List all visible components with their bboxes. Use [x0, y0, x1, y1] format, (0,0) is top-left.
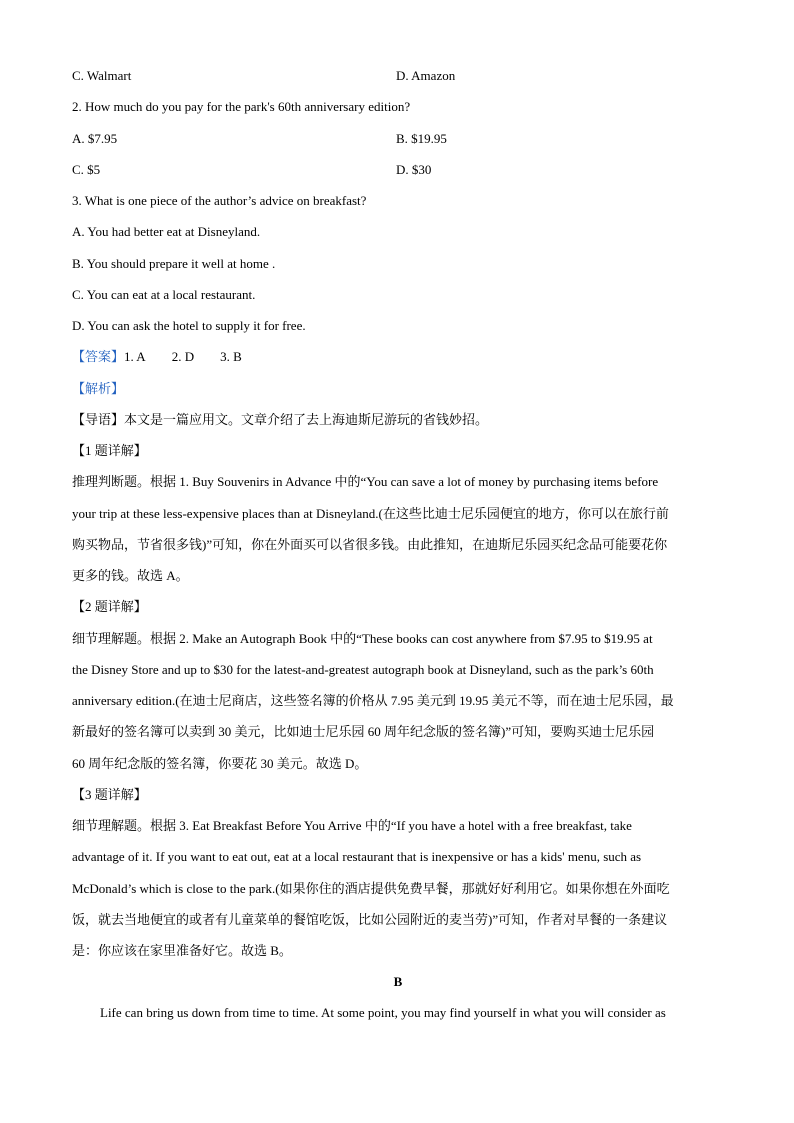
- detail2-line: 新最好的签名簿可以卖到 30 美元，比如迪士尼乐园 60 周年纪念版的签名簿)”可知，要购买迪士尼乐园: [72, 724, 655, 739]
- detail1-line: 购买物品，节省很多钱)”可知，你在外面买可以省很多钱。由此推知，在迪斯尼乐园买纪念品可能要花你: [72, 537, 668, 552]
- answer-item-3: 3. B: [220, 349, 242, 364]
- detail2-line: the Disney Store and up to $30 for the latest-and-greatest autograph book at Disneyland, such as the park’s 60th: [72, 662, 654, 677]
- answer-label: 【答案】: [72, 349, 125, 364]
- detail2-line: 60 周年纪念版的签名簿，你要花 30 美元。故选 D。: [72, 756, 368, 771]
- q3-option-b: B. You should prepare it well at home .: [72, 256, 276, 271]
- q2-option-b: B. $19.95: [396, 131, 447, 146]
- q2-stem: 2. How much do you pay for the park's 60th anniversary edition?: [72, 99, 411, 114]
- q2-option-c: C. $5: [72, 162, 101, 177]
- detail1-line: 推理判断题。根据 1. Buy Souvenirs in Advance 中的“You can save a lot of money by purchasing items before: [72, 474, 659, 489]
- detail2-line: 细节理解题。根据 2. Make an Autograph Book 中的“These books can cost anywhere from $7.95 to $19.95 at: [72, 631, 653, 646]
- detail3-line: 细节理解题。根据 3. Eat Breakfast Before You Arrive 中的“If you have a hotel with a free breakfast, take: [72, 818, 632, 833]
- detail3-line: 饭，就去当地便宜的或者有儿童菜单的餐馆吃饭，比如公园附近的麦当劳)”可知，作者对早餐的一条建议: [72, 912, 668, 927]
- q3-option-d: D. You can ask the hotel to supply it for free.: [72, 318, 306, 333]
- detail3-line: advantage of it. If you want to eat out, eat at a local restaurant that is inexpensive or has a kids' menu, such as: [72, 849, 642, 864]
- q2-option-a: A. $7.95: [72, 131, 118, 146]
- detail3-line: 是：你应该在家里准备好它。故选 B。: [72, 943, 292, 958]
- section-b-first-line: Life can bring us down from time to time. At some point, you may find yourself in what you will consider as: [100, 1005, 666, 1020]
- detail1-label: 【1 题详解】: [72, 443, 147, 458]
- detail2-label: 【2 题详解】: [72, 599, 147, 614]
- q1-options-row-cd: [72, 67, 724, 85]
- detail1-line: your trip at these less-expensive places than at Disneyland.(在这些比迪士尼乐园便宜的地方，你可以在旅行前: [72, 506, 669, 521]
- q3-option-c: C. You can eat at a local restaurant.: [72, 287, 256, 302]
- guide-text: 【导语】本文是一篇应用文。文章介绍了去上海迪斯尼游玩的省钱妙招。: [72, 412, 489, 427]
- detail2-line: anniversary edition.(在迪士尼商店，这些签名簿的价格从 7.95 美元到 19.95 美元不等，而在迪士尼乐园，最: [72, 693, 674, 708]
- answer-row: [72, 348, 724, 366]
- q3-option-a: A. You had better eat at Disneyland.: [72, 224, 261, 239]
- q1-option-d: D. Amazon: [396, 68, 456, 83]
- analysis-label: 【解析】: [72, 381, 125, 396]
- q2-options-row-ab: [72, 130, 724, 148]
- q2-options-row-cd: [72, 161, 724, 179]
- detail1-line: 更多的钱。故选 A。: [72, 568, 189, 583]
- q2-option-d: D. $30: [396, 162, 432, 177]
- q3-stem: 3. What is one piece of the author’s advice on breakfast?: [72, 193, 367, 208]
- answer-item-2: 2. D: [171, 349, 195, 364]
- section-b-heading: B: [393, 974, 403, 989]
- detail3-label: 【3 题详解】: [72, 787, 147, 802]
- detail3-line: McDonald’s which is close to the park.(如果你住的酒店提供免费早餐，那就好好利用它。如果你想在外面吃: [72, 881, 670, 896]
- answer-item-1: 1. A: [124, 349, 146, 364]
- q1-option-c: C. Walmart: [72, 68, 132, 83]
